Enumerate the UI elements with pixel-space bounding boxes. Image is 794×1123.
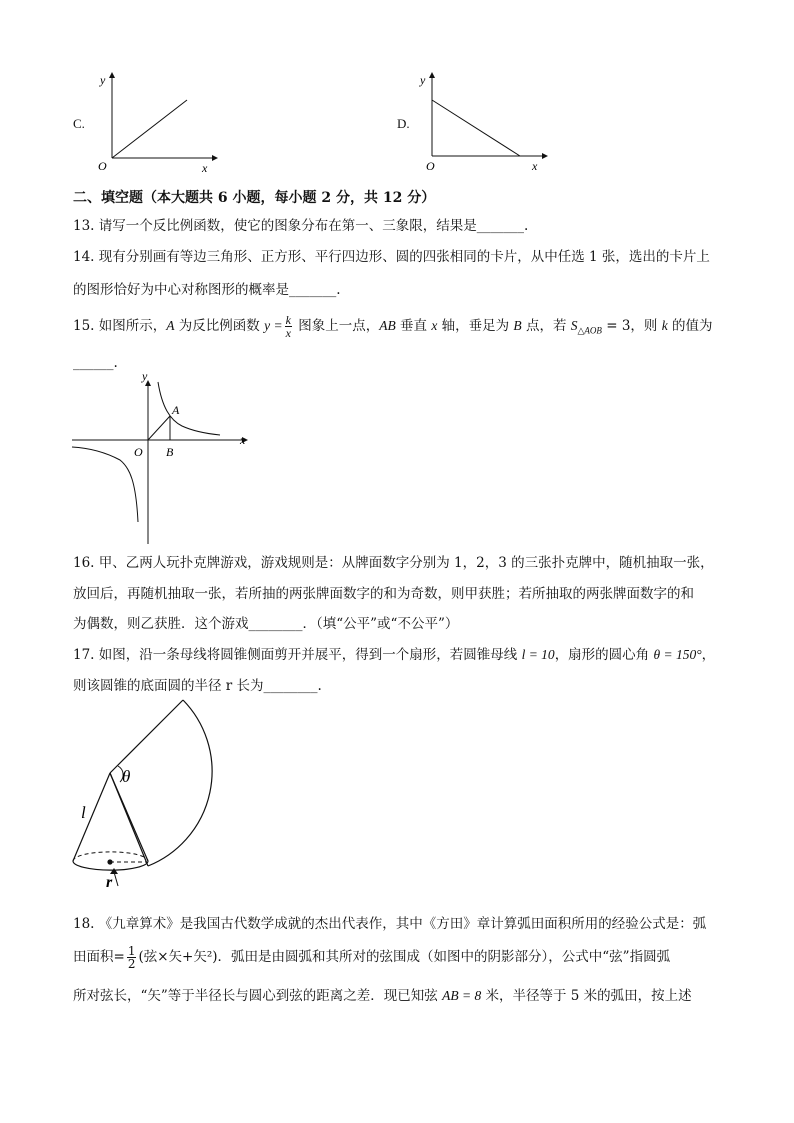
q15-mid5: 点，若 [521,318,571,334]
q17-figure [68,696,248,888]
q15-fig-a: A [172,403,180,417]
q15-fig-y: y [142,372,148,383]
graph-c [90,68,220,178]
q18-line3-post: 米，半径等于 5 米的弧田，按上述 [481,988,692,1004]
q15-frac-den: x [285,326,291,340]
q18-fraction [127,945,137,970]
graph-d [410,68,550,178]
q15-segment-oa [148,416,170,440]
question-18-line-3 [73,986,692,1006]
q18-l2-pre: 田面积 [73,949,114,965]
graph-c-origin: O [98,159,107,173]
q18-frac-num: 1 [127,944,136,958]
graph-c-x-label: x [202,161,208,175]
graph-c-y-arrow [109,72,115,78]
question-15-line-2: ______. [73,355,118,371]
q15-eq3: = 3 [601,318,631,334]
q17-cone-right [110,773,148,861]
q15-x-axis: x [431,318,438,333]
q15-point-b: B [513,318,522,333]
q17-prefix: 17. 如图，沿一条母线将圆锥侧面剪开并展平，得到一个扇形，若圆锥母线 [73,647,522,663]
graph-c-y-label: y [100,73,106,87]
q17-fig-l: l [81,803,86,822]
q15-fig-b: B [166,445,174,459]
q17-r-pointer [114,872,118,886]
q17-fig-theta: θ [122,767,131,786]
question-16-line-1: 16. 甲、乙两人玩扑克牌游戏，游戏规则是：从牌面数字分别为 1，2，3 的三张扑克牌中，随机抽取一张， [73,555,714,571]
q17-l-eq: l = 10 [521,647,555,662]
question-17-line-1 [73,645,715,665]
question-14-line-2: 的图形恰好为中心对称图形的概率是_______. [73,282,341,298]
option-c-label: C. [73,116,85,131]
q15-frac-num: k [285,313,291,327]
graph-c-line [112,100,187,158]
q15-ab: AB [379,318,396,333]
q17-sector-edge-top [110,700,183,773]
section-title: 二、填空题（本大题共 6 小题，每小题 2 分，共 12 分） [73,190,436,206]
q15-end: 的值为 [667,318,713,334]
q15-branch-2 [72,447,138,522]
q15-mid1: 为反比例函数 [174,318,265,334]
question-18-line-2 [73,942,670,972]
q18-l2-post: ．弧田是由圆弧和其所对的弦围成（如图中的阴影部分），公式中“弦”指圆弧 [217,949,671,965]
question-13: 13. 请写一个反比例函数，使它的图象分布在第一、三象限，结果是_______. [73,218,529,234]
q15-branch-1 [158,382,220,435]
q15-prefix: 15. 如图所示， [73,318,167,334]
q15-k: k [661,318,668,333]
q17-theta-eq: θ = 150° [653,647,702,662]
graph-d-x-arrow [542,153,548,159]
q15-fig-x: x [240,433,246,447]
graph-d-line [432,100,520,156]
q17-center-dot [107,859,112,864]
graph-d-x-label: x [532,159,538,173]
q18-ab-eq: AB = 8 [442,988,482,1003]
graph-c-x-arrow [212,155,218,161]
q17-mid: ，扇形的圆心角 [554,647,654,663]
graph-d-origin: O [426,159,435,173]
option-d-label: D. [397,116,410,131]
q15-mid3: 垂直 [395,318,432,334]
question-15-line-1 [73,313,713,344]
q17-end: ， [701,647,716,663]
q15-mid6: ，则 [630,318,662,334]
q15-y-eq: y = [264,318,283,333]
q18-line3-pre: 所对弦长，“矢”等于半径长与圆心到弦的距离之差．现已知弦 [73,988,443,1004]
question-16-line-3: 为偶数，则乙获胜．这个游戏________．（填“公平”或“不公平”） [73,616,459,632]
q18-formula: (弦×矢+矢²) [138,949,218,965]
question-17-line-2: 则该圆锥的底面圆的半径 r 长为________. [73,678,322,694]
q18-l2-eq: = [113,949,125,965]
graph-d-y-label: y [420,73,426,87]
graph-d-y-arrow [429,72,435,78]
question-14-line-1: 14. 现有分别画有等边三角形、正方形、平行四边形、圆的四张相同的卡片，从中任选 1 张，选出的卡片上 [73,249,710,265]
q15-area-s: S [570,318,578,333]
q15-fig-o: O [134,445,143,459]
q15-point-a: A [166,318,175,333]
q15-area-sub: △AOB [577,325,602,336]
q17-fig-r: r [106,874,113,888]
q17-cone-left [73,773,110,861]
question-16-line-2: 放回后，再随机抽取一张，若所抽的两张牌面数字的和为奇数，则甲获胜；若所抽取的两张牌面数字的和 [73,586,694,602]
q15-figure [70,372,260,547]
q18-frac-den: 2 [127,957,136,971]
q15-mid2: 图象上一点， [293,318,380,334]
question-18-line-1: 18. 《九章算术》是我国古代数学成就的杰出代表作，其中《方田》章计算弧田面积所用的经验公式是：弧 [73,916,707,932]
q15-fraction [285,314,292,339]
q15-mid4: 轴，垂足为 [437,318,514,334]
